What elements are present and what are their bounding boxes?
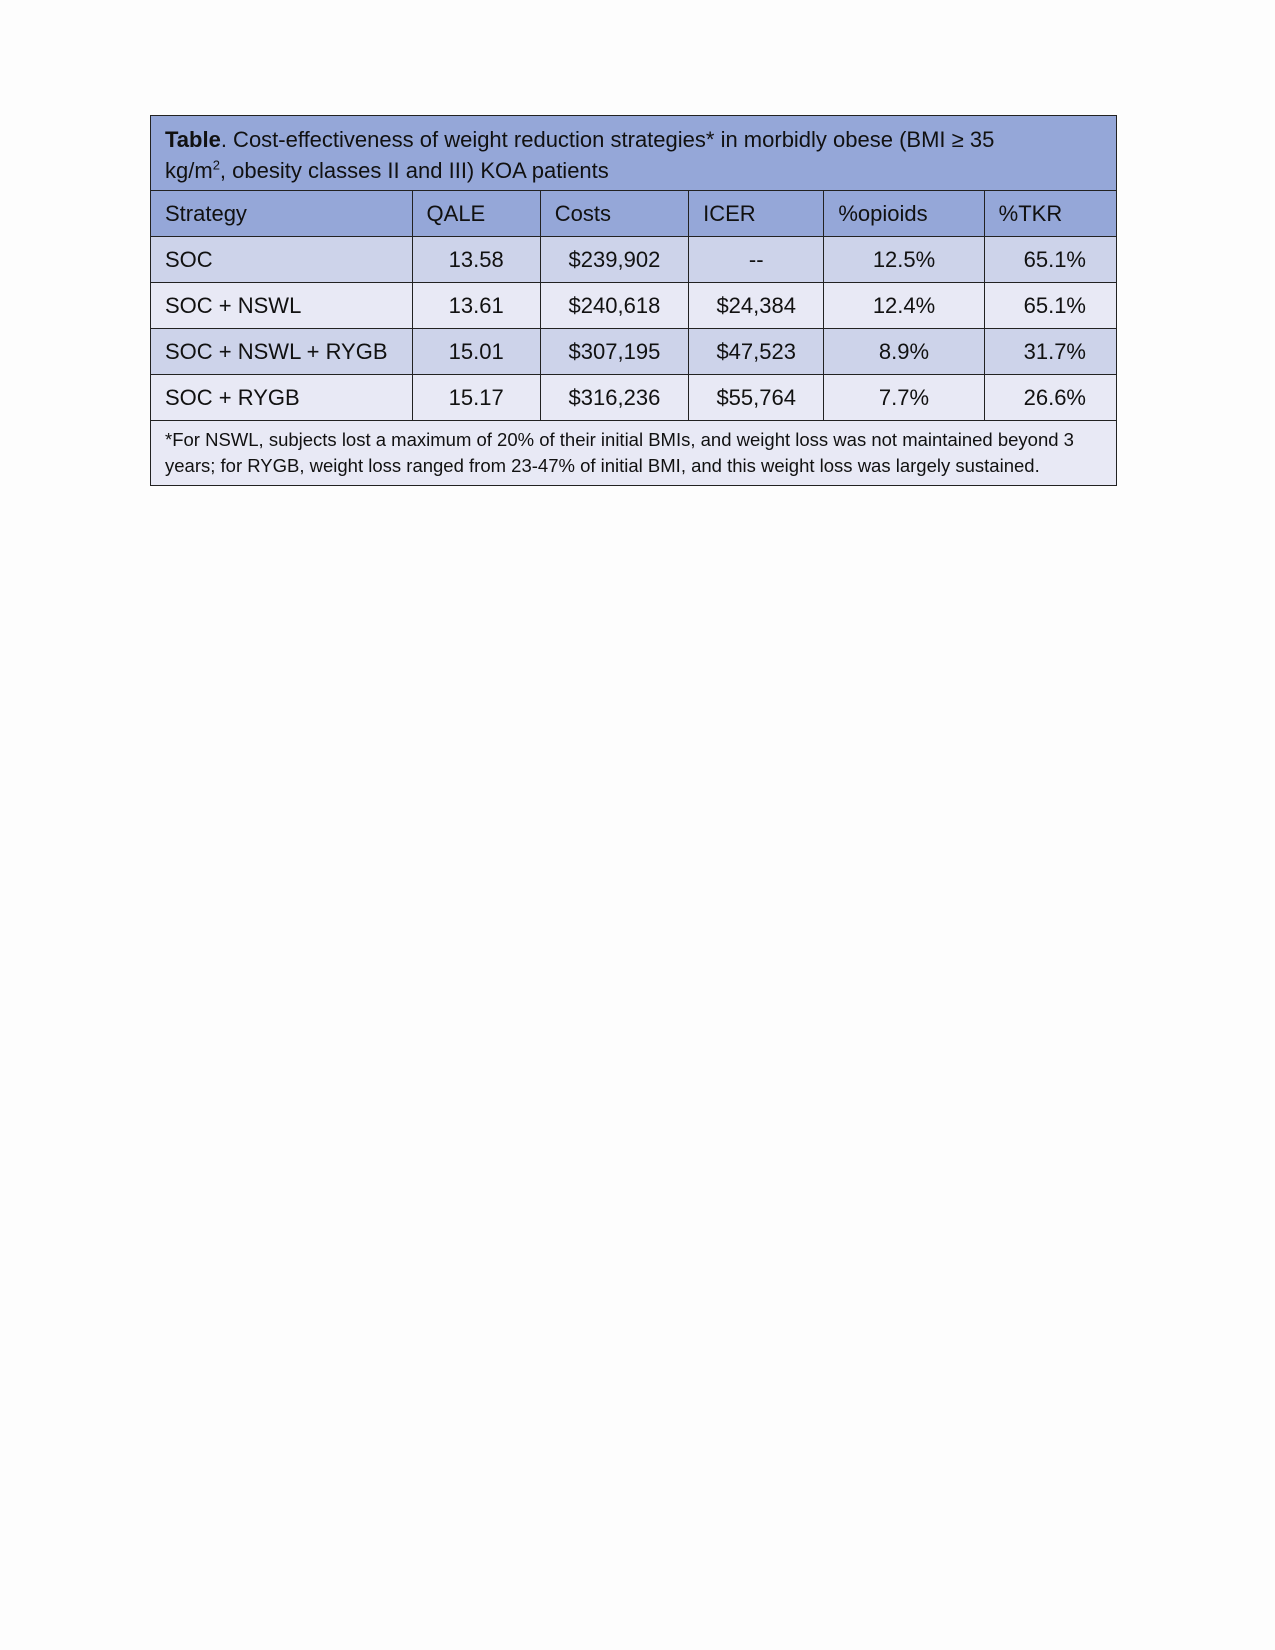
table-row (151, 329, 1117, 375)
header-icer: ICER (689, 191, 824, 237)
cell-strategy: SOC + NSWL + RYGB (151, 329, 413, 375)
cell-qale: 15.01 (412, 329, 540, 375)
cell-strategy: SOC + NSWL (151, 283, 413, 329)
cell-tkr: 26.6% (984, 375, 1116, 421)
cell-tkr: 65.1% (984, 237, 1116, 283)
cell-opioids: 12.5% (824, 237, 984, 283)
caption-line2-post: , obesity classes II and III) KOA patients (219, 158, 609, 183)
header-opioids: %opioids (824, 191, 984, 237)
cell-opioids: 8.9% (824, 329, 984, 375)
cost-effectiveness-table (150, 115, 1117, 486)
cell-qale: 13.61 (412, 283, 540, 329)
cell-costs: $316,236 (540, 375, 688, 421)
caption-label: Table (165, 127, 221, 152)
cell-qale: 15.17 (412, 375, 540, 421)
cell-icer: $47,523 (689, 329, 824, 375)
cell-tkr: 65.1% (984, 283, 1116, 329)
cell-strategy: SOC (151, 237, 413, 283)
cell-qale: 13.58 (412, 237, 540, 283)
table-header-row (151, 191, 1117, 237)
table-caption (151, 116, 1117, 191)
table-footnote: *For NSWL, subjects lost a maximum of 20% of their initial BMIs, and weight loss was not maintained beyond 3 years; for RYGB, weight loss ranged from 23-47% of initial BMI, and this weight loss was largely sustained. (151, 421, 1117, 486)
cell-tkr: 31.7% (984, 329, 1116, 375)
caption-superscript: 2 (212, 157, 220, 173)
caption-line1: . Cost-effectiveness of weight reduction strategies* in morbidly obese (BMI ≥ 35 (220, 127, 995, 152)
cell-strategy: SOC + RYGB (151, 375, 413, 421)
cell-icer: -- (689, 237, 824, 283)
caption-line2-pre: kg/m (165, 158, 213, 183)
cell-costs: $240,618 (540, 283, 688, 329)
cell-icer: $55,764 (689, 375, 824, 421)
cell-costs: $307,195 (540, 329, 688, 375)
cell-costs: $239,902 (540, 237, 688, 283)
table-footnote-row (151, 421, 1117, 486)
header-qale: QALE (412, 191, 540, 237)
table-caption-row (151, 116, 1117, 191)
table-row (151, 283, 1117, 329)
table-row (151, 375, 1117, 421)
header-tkr: %TKR (984, 191, 1116, 237)
header-strategy: Strategy (151, 191, 413, 237)
table-row (151, 237, 1117, 283)
cell-opioids: 7.7% (824, 375, 984, 421)
header-costs: Costs (540, 191, 688, 237)
cell-opioids: 12.4% (824, 283, 984, 329)
cell-icer: $24,384 (689, 283, 824, 329)
